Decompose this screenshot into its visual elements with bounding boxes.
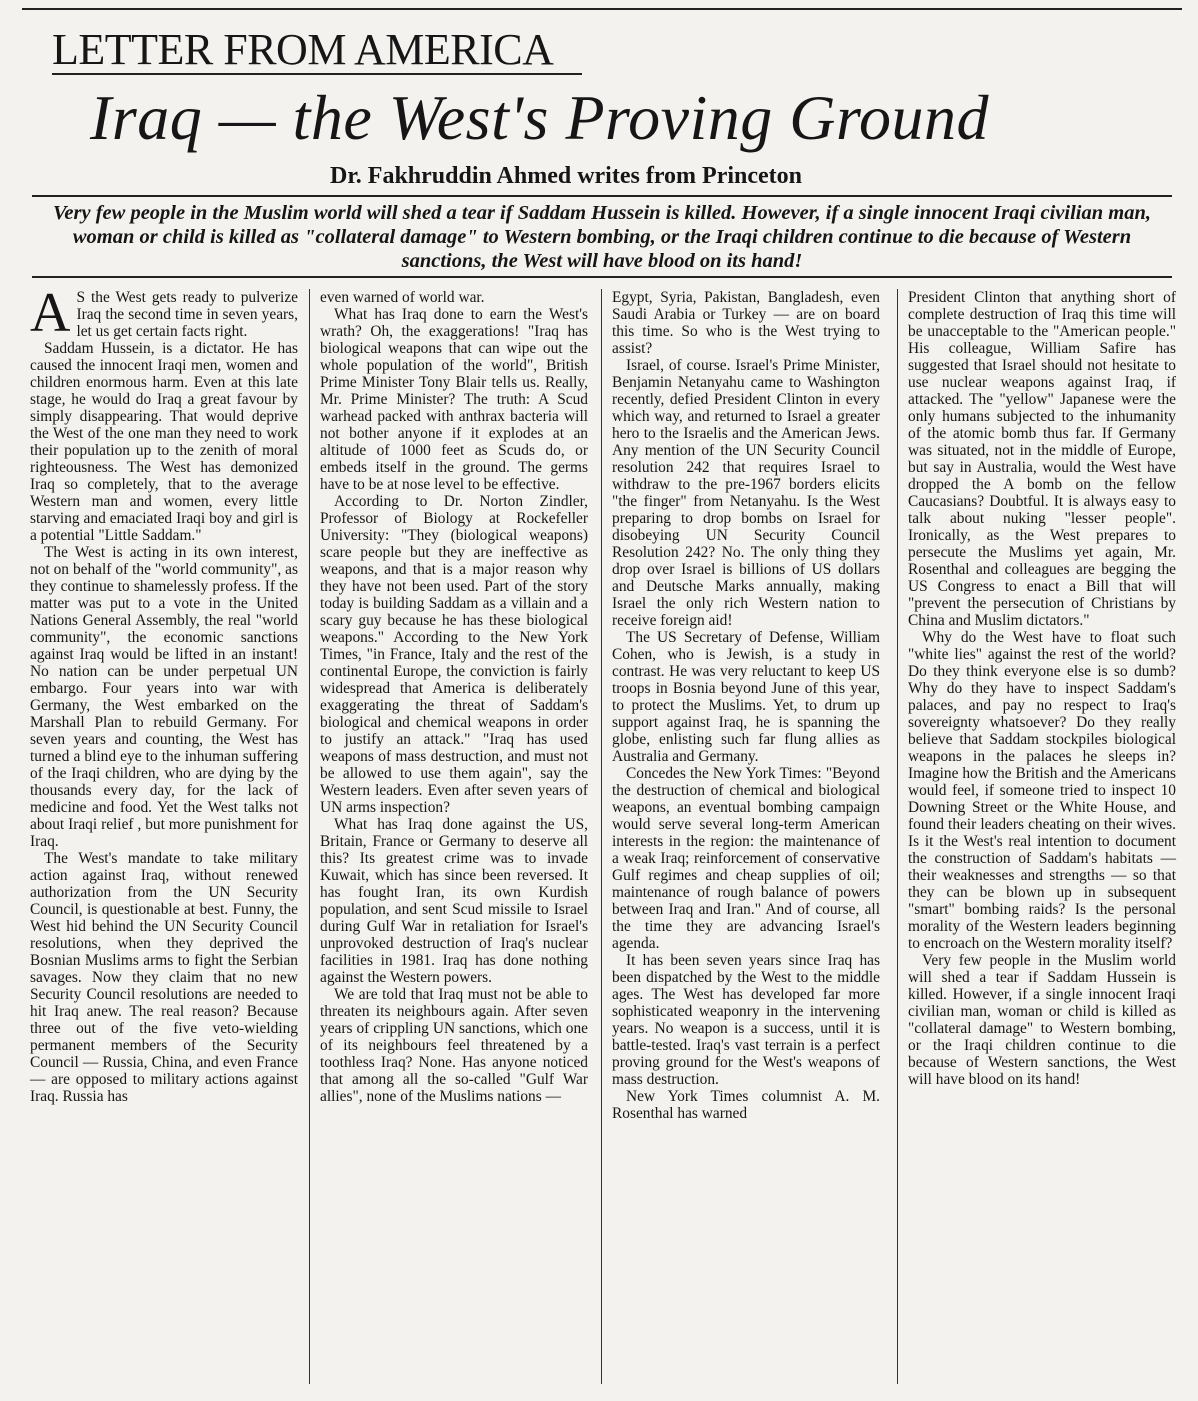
column-separator: [601, 289, 602, 1384]
paragraph: [30, 282, 298, 344]
paragraph: Egypt, Syria, Pakistan, Bangladesh, even Saudi Arabia or Turkey — are on board this time. So who is the West trying to assist?: [612, 289, 880, 357]
headline: Iraq — the West's Proving Ground: [90, 82, 989, 153]
paragraph: What has Iraq done against the US, Britain, France or Germany to deserve all this? Its greatest crime was to invade Kuwait, which has since been reversed. It has fought Iran, its own Kurdish population, and sent Scud missile to Israel during Gulf War in retaliation for Israel's unprovoked destruction of Iraq's nuclear facilities in 1981. Iraq has done nothing against the Western powers.: [320, 816, 588, 986]
deck: Very few people in the Muslim world will shed a tear if Saddam Hussein is killed. However, if a single innocent Iraqi civilian man, woman or child is killed as "collateral damage" to Western bombing, or the Iraqi children continue to die because of Western sanctions, the West will have blood on its hand!: [53, 202, 1151, 272]
article-column-2: [320, 289, 588, 1105]
column-separator: [897, 289, 898, 1384]
paragraph: Very few people in the Muslim world will shed a tear if Saddam Hussein is killed. However, if a single innocent Iraqi civilian man, woman or child is killed as "collateral damage" to Western bombing, or the Iraqi children continue to die because of Western sanctions, the West will have blood on its hand!: [908, 952, 1176, 1088]
paragraph-text: S the West gets ready to pulverize Iraq the second time in seven years, let us get certain facts right.: [76, 289, 298, 340]
paragraph: Israel, of course. Israel's Prime Minister, Benjamin Netanyahu came to Washington recently, defied President Clinton in every which way, and returned to Israel a greater hero to the Israelis and the American Jews. Any mention of the UN Security Council resolution 242 that requires Israel to withdraw to the pre-1967 borders elicits "the finger" from Netanyahu. Is the West preparing to drop bombs on Israel for disobeying UN Security Council Resolution 242? No. The only thing they drop over Israel is billions of US dollars and Deutsche Marks annually, making Israel the only rich Western nation to receive foreign aid!: [612, 357, 880, 629]
paragraph: The US Secretary of Defense, William Cohen, who is Jewish, is a study in contrast. He was very reluctant to keep US troops in Bosnia beyond June of this year, to protect the Muslims. Yet, to drum up support against Iraq, he is spanning the globe, enlisting such far flung allies as Australia and Germany.: [612, 629, 880, 765]
paragraph: The West is acting in its own interest, not on behalf of the "world community", as they continue to shamelessly profess. If the matter was put to a vote in the United Nations General Assembly, the real "world community", the economic sanctions against Iraq would be lifted in an instant! No nation can be under perpetual UN embargo. Four years into war with Germany, the West embarked on the Marshall Plan to rebuild Germany. For seven years and counting, the West has turned a blind eye to the inhuman suffering of the Iraqi children, who are dying by the thousands every day, for the lack of medicine and food. Yet the West talks not about Iraqi relief , but more punishment for Iraq.: [30, 544, 298, 850]
byline: Dr. Fakhruddin Ahmed writes from Princeton: [330, 163, 803, 189]
paragraph: The West's mandate to take military action against Iraq, without renewed authorization from the UN Security Council, is questionable at best. Funny, the West hid behind the UN Security Council resolutions, when they deprived the Bosnian Muslims arms to fight the Serbian savages. Now they claim that no new Security Council resolutions are needed to hit Iraq anew. The real reason? Because three out of the five veto-wielding permanent members of the Security Council — Russia, China, and even France — are opposed to military actions against Iraq. Russia has: [30, 850, 298, 1105]
title-underline: [52, 73, 582, 75]
deck-top-rule: [32, 195, 1172, 197]
article-column-4: [908, 289, 1176, 1088]
paragraph: President Clinton that anything short of complete destruction of Iraq this time will be unacceptable to the "American people." His colleague, William Safire has suggested that Israel should not hesitate to use nuclear weapons against Iraq, if attacked. The "yellow" Japanese were the only humans subjected to the inhumanity of the atomic bomb thus far. If Germany was situated, not in the middle of Europe, but say in Australia, would the West have dropped the A bomb on the fellow Caucasians? Doubtful. It is always easy to talk about nuking "lesser people". Ironically, as the West prepares to persecute the Muslims yet again, Mr. Rosenthal and colleagues are begging the US Congress to enact a Bill that will "prevent the persecution of Christians by China and Muslim dictators.": [908, 289, 1176, 629]
column-separator: [309, 289, 310, 1384]
paragraph: We are told that Iraq must not be able to threaten its neighbours again. After seven years of crippling UN sanctions, which one of its neighbours feel threatened by a toothless Iraq? None. Has anyone noticed that among all the so-called "Gulf War allies", none of the Muslims nations —: [320, 986, 588, 1105]
paragraph: New York Times columnist A. M. Rosenthal has warned: [612, 1088, 880, 1122]
paragraph: It has been seven years since Iraq has been dispatched by the West to the middle ages. The West has developed far more sophisticated weaponry in the intervening years. No weapon is a success, until it is battle-tested. Iraq's vast terrain is a perfect proving ground for the West's weapons of mass destruction.: [612, 952, 880, 1088]
article-column-3: [612, 289, 880, 1122]
paragraph: According to Dr. Norton Zindler, Professor of Biology at Rockefeller University: "They (biological weapons) scare people but they are ineffective as weapons, and that is a major reason why they have not been used. Part of the story today is building Saddam as a villain and a scary guy because he has these biological weapons." According to the New York Times, "in France, Italy and the rest of the continental Europe, the conviction is fairly widespread that America is deliberately exaggerating the threat of Saddam's biological and chemical weapons in order to justify an attack." "Iraq has used weapons of mass destruction, and must not be allowed to use them again", say the Western leaders. Even after seven years of UN arms inspection?: [320, 493, 588, 816]
paragraph: Concedes the New York Times: "Beyond the destruction of chemical and biological weapons, an eventual bombing campaign would serve several long-term American interests in the region: the maintenance of a weak Iraq; reinforcement of conservative Gulf regimes and cheap supplies of oil; maintenance of rough balance of powers between Iraq and Iran." And of course, all the time they are advancing Israel's agenda.: [612, 765, 880, 952]
deck-bottom-rule: [32, 276, 1172, 278]
paragraph: Saddam Hussein, is a dictator. He has caused the innocent Iraqi men, women and children enormous harm. Even at this late stage, he would do Iraq a great favour by simply disappearing. That would deprive the West of the one man they need to work their population up to the zenith of moral righteousness. The West has demonized Iraq so completely, that to the average Western man and women, every little starving and emaciated Iraqi boy and girl is a potential "Little Saddam.": [30, 340, 298, 544]
top-rule: [22, 8, 1182, 10]
column-title: LETTER FROM AMERICA: [52, 25, 554, 74]
paragraph: even warned of world war.: [320, 289, 485, 306]
paragraph: What has Iraq done to earn the West's wrath? Oh, the exaggerations! "Iraq has biological weapons that can wipe out the whole population of the world", British Prime Minister Tony Blair tells us. Really, Mr. Prime Minister? The truth: A Scud warhead packed with anthrax bacteria will not bother anyone if it explodes at an altitude of 1000 feet as Scuds do, or embeds itself in the ground. The germs have to be at nose level to be effective.: [320, 306, 588, 493]
article-column-1: [30, 282, 298, 1105]
paragraph: Why do the West have to float such "white lies" against the rest of the world? Do they think everyone else is so dumb? Why do they have to inspect Saddam's palaces, and pay no respect to Iraq's sovereignty whatsoever? Do they really believe that Saddam stockpiles biological weapons in the palaces he sleeps in? Imagine how the British and the Americans would feel, if someone tried to inspect 10 Downing Street or the White House, and found their leaders cheating on their wives. Is it the West's real intention to document the construction of Saddam's habitats — their weaknesses and strengths — so that they can be blown up in subsequent "smart" bombing raids? Is the personal morality of the Western leaders beginning to encroach on the Western morality itself?: [908, 629, 1176, 952]
drop-cap: A: [30, 282, 71, 344]
